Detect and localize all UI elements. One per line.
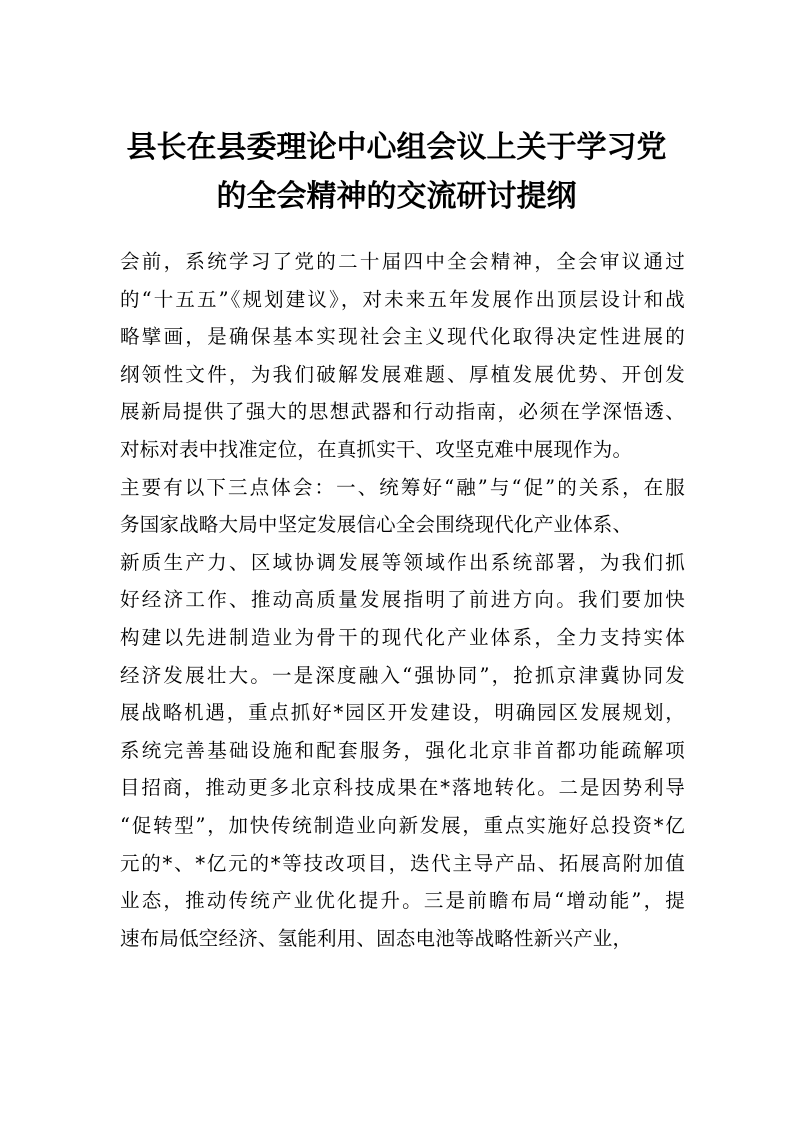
body-line: 速布局低空经济、氢能利用、固态电池等战略性新兴产业， bbox=[120, 926, 633, 950]
body-line: 主要有以下三点体会：一、统筹好“融”与“促”的关系，在服 bbox=[120, 475, 685, 499]
body-line: 系统完善基础设施和配套服务，强化北京非首都功能疏解项 bbox=[120, 738, 685, 762]
body-line: 业态，推动传统产业优化提升。三是前瞻布局“增动能”，提 bbox=[120, 889, 685, 913]
body-line: 目招商，推动更多北京科技成果在*落地转化。二是因势利导 bbox=[120, 776, 685, 800]
body-line: 略擘画，是确保基本实现社会主义现代化取得决定性进展的 bbox=[120, 325, 685, 349]
body-line: 展战略机遇，重点抓好*园区开发建设，明确园区发展规划， bbox=[120, 701, 685, 725]
body-line: 对标对表中找准定位，在真抓实干、攻坚克难中展现作为。 bbox=[120, 437, 633, 461]
body-line: 好经济工作、推动高质量发展指明了前进方向。我们要加快 bbox=[120, 588, 685, 612]
body-line: 纲领性文件，为我们破解发展难题、厚植发展优势、开创发 bbox=[120, 362, 685, 386]
body-line: 元的*、*亿元的*等技改项目，迭代主导产品、拓展高附加值 bbox=[120, 851, 685, 875]
document-body bbox=[120, 243, 685, 957]
body-line: 会前，系统学习了党的二十届四中全会精神，全会审议通过 bbox=[120, 250, 685, 273]
body-line: 新质生产力、区域协调发展等领域作出系统部署，为我们抓 bbox=[120, 550, 685, 574]
body-line: 经济发展壮大。一是深度融入“强协同”，抢抓京津冀协同发 bbox=[120, 663, 685, 687]
body-line: 的“十五五”《规划建议》，对未来五年发展作出顶层设计和战 bbox=[120, 287, 685, 311]
document-title-line-1: 县长在县委理论中心组会议上关于学习党 bbox=[126, 130, 667, 165]
body-line: 务国家战略大局中坚定发展信心全会围绕现代化产业体系、 bbox=[120, 513, 633, 537]
body-line: 展新局提供了强大的思想武器和行动指南，必须在学深悟透、 bbox=[120, 400, 685, 424]
body-line: 构建以先进制造业为骨干的现代化产业体系，全力支持实体 bbox=[120, 625, 685, 649]
document-title-line-2: 的全会精神的交流研讨提纲 bbox=[216, 179, 577, 214]
body-line: “促转型”，加快传统制造业向新发展，重点实施好总投资*亿 bbox=[120, 813, 685, 837]
